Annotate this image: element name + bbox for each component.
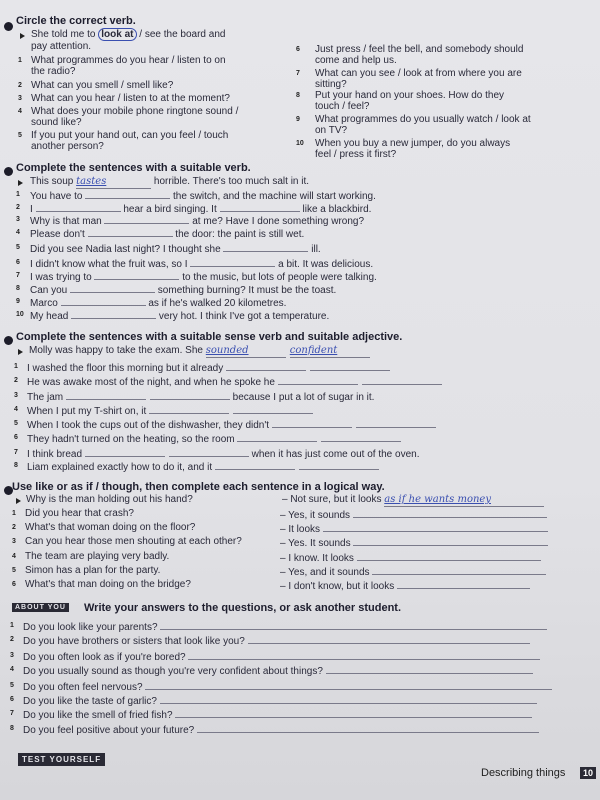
item-number: 9 (296, 116, 300, 123)
item-text: as if he's walked 20 kilometres. (145, 298, 287, 309)
item-text: when it has just come out of the oven. (248, 449, 420, 460)
item-number: 8 (296, 92, 300, 99)
item-text: to the music, but lots of people were talking. (179, 272, 377, 283)
item-text: When I put my T-shirt on, it (27, 406, 150, 417)
answer-blank (323, 522, 548, 532)
item-text: Can you (30, 285, 71, 296)
item-text: What can you hear / listen to at the moment? (31, 93, 230, 104)
item-sentence (27, 447, 419, 461)
item-text: sitting? (315, 79, 347, 90)
item-sentence (30, 227, 304, 241)
answer-blank (188, 650, 540, 660)
item-sentence (27, 418, 436, 432)
section-title: Describing things (481, 767, 566, 779)
item-text: the door: the paint is still wet. (172, 229, 305, 240)
handwritten-answer: tastes (76, 176, 107, 187)
item-text: Do you look like your parents? (23, 622, 161, 633)
item-text: a bit. It was delicious. (275, 259, 374, 270)
ex2-example: This soup tastes horrible. There's too much salt in it. (30, 176, 310, 187)
ex1-heading: Circle the correct verb. (16, 15, 136, 27)
circled-answer: look at (98, 28, 136, 41)
item-text: I washed the floor this morning but it already (27, 363, 226, 374)
item-text: Do you feel positive about your future? (23, 725, 197, 736)
item-number: 2 (14, 377, 18, 384)
handwritten-answer: sounded (205, 345, 249, 356)
answer-blank (278, 375, 358, 385)
item-sentence (30, 270, 377, 284)
exercise-number-badge (4, 167, 13, 176)
item-sentence (27, 404, 313, 418)
item-text: the switch, and the machine will start working. (170, 191, 376, 202)
item-number: 8 (14, 462, 18, 469)
item-text: Did you see Nadia last night? I thought she (30, 244, 224, 255)
answer-blank (223, 242, 308, 252)
ex2-heading: Complete the sentences with a suitable verb. (16, 162, 251, 174)
item-text: If you put your hand out, can you feel / touch (31, 130, 229, 141)
item-number: 2 (18, 82, 22, 89)
answer-blank (197, 723, 539, 733)
item-question (23, 634, 530, 648)
example-marker (18, 349, 23, 355)
ex1-example: She told me to look at / see the board and (31, 29, 226, 40)
exercise-number-badge (4, 22, 13, 31)
item-number: 7 (10, 710, 14, 717)
item-text: Do you have brothers or sisters that look like you? (23, 636, 248, 647)
item-text: another person? (31, 141, 104, 152)
exercise-number-badge (4, 336, 13, 345)
item-sentence (27, 375, 442, 389)
answer-blank (353, 536, 547, 546)
item-text: I (30, 204, 36, 215)
item-text: What can you see / look at from where you are (315, 68, 522, 79)
item-question: The team are playing very badly. (25, 551, 170, 562)
item-text: feel / press it first? (315, 149, 397, 160)
item-number: 6 (296, 46, 300, 53)
item-number: 4 (10, 666, 14, 673)
item-number: 1 (18, 57, 22, 64)
item-text: Marco (30, 298, 61, 309)
item-number: 6 (14, 434, 18, 441)
item-text: When I took the cups out of the dishwasher, they didn't (27, 420, 272, 431)
answer-blank (88, 227, 173, 237)
item-text: Just press / feel the bell, and somebody should (315, 44, 524, 55)
item-text: When you buy a new jumper, do you always (315, 138, 511, 149)
item-text: You have to (30, 191, 86, 202)
example-marker (20, 33, 25, 39)
answer-blank (226, 361, 306, 371)
item-number: 7 (14, 449, 18, 456)
answer-blank (357, 551, 541, 561)
item-text: What can you smell / smell like? (31, 80, 174, 91)
item-text: My head (30, 311, 72, 322)
item-text: – Yes. It sounds (280, 538, 354, 549)
item-number: 10 (296, 140, 304, 147)
answer-blank (149, 404, 229, 414)
about-you-tag: ABOUT YOU (12, 603, 69, 612)
answer-blank (237, 432, 317, 442)
answer-blank (362, 375, 442, 385)
item-number: 3 (18, 95, 22, 102)
item-number: 1 (12, 510, 16, 517)
item-number: 2 (10, 636, 14, 643)
item-number: 4 (16, 229, 20, 236)
item-number: 9 (16, 298, 20, 305)
answer-blank (160, 620, 547, 630)
item-number: 7 (16, 272, 20, 279)
item-text: – It looks (280, 524, 323, 535)
item-text: Do you usually sound as though you're very confident about things? (23, 666, 326, 677)
answer-blank (160, 694, 537, 704)
ex4-example-question: Why is the man holding out his hand? (26, 494, 193, 505)
item-question (23, 620, 547, 634)
answer-blank (397, 579, 530, 589)
item-number: 6 (12, 581, 16, 588)
item-question: Did you hear that crash? (25, 508, 134, 519)
item-answer (280, 579, 530, 593)
ex4-example-answer: – Not sure, but it looks as if he wants money (282, 494, 544, 507)
item-text: I didn't know what the fruit was, so I (30, 259, 191, 270)
answer-blank (71, 309, 156, 319)
item-answer (280, 551, 541, 565)
item-number: 4 (12, 553, 16, 560)
item-sentence (30, 242, 321, 256)
item-question: What's that man doing on the bridge? (25, 579, 191, 590)
answer-blank (248, 634, 530, 644)
item-number: 3 (12, 538, 16, 545)
item-text: touch / feel? (315, 101, 370, 112)
answer-blank (104, 214, 189, 224)
item-text: Why is that man (30, 216, 105, 227)
ex1-example-line2: pay attention. (31, 41, 92, 52)
answer-blank (326, 664, 533, 674)
item-number: 5 (16, 244, 20, 251)
item-number: 3 (10, 652, 14, 659)
item-number: 5 (12, 567, 16, 574)
item-question (23, 723, 539, 737)
answer-blank (233, 404, 313, 414)
item-question (23, 708, 532, 722)
item-sentence (30, 309, 329, 323)
item-text: He was awake most of the night, and when he spoke he (27, 377, 278, 388)
item-text: – Yes, it sounds (280, 510, 353, 521)
item-question: What's that woman doing on the floor? (25, 522, 196, 533)
page-number: 10 (580, 767, 596, 779)
item-text: They hadn't turned on the heating, so the room (27, 434, 238, 445)
item-text: The jam (27, 392, 66, 403)
item-number: 3 (14, 392, 18, 399)
item-number: 10 (16, 311, 24, 318)
item-text: – Yes, and it sounds (280, 567, 373, 578)
item-number: 6 (16, 259, 20, 266)
answer-blank (169, 447, 249, 457)
item-number: 8 (10, 725, 14, 732)
item-sentence (27, 460, 379, 474)
item-text: – I know. It looks (280, 553, 357, 564)
handwritten-answer: as if he wants money (384, 494, 491, 505)
answer-blank (353, 508, 547, 518)
item-sentence (30, 283, 336, 297)
answer-blank (356, 418, 436, 428)
answer-blank (150, 390, 230, 400)
item-text: What programmes do you hear / listen to on (31, 55, 226, 66)
item-number: 1 (10, 622, 14, 629)
item-number: 1 (16, 191, 20, 198)
item-sentence (30, 214, 364, 228)
handwritten-answer: confident (289, 345, 338, 356)
item-text: I was trying to (30, 272, 95, 283)
item-text: something burning? It must be the toast. (155, 285, 337, 296)
answer-blank (272, 418, 352, 428)
answer-blank (175, 708, 532, 718)
answer-blank (310, 361, 390, 371)
answer-blank (145, 680, 552, 690)
item-text: Liam explained exactly how to do it, and it (27, 462, 215, 473)
answer-blank (66, 390, 146, 400)
item-answer (280, 536, 548, 550)
item-text: at me? Have I done something wrong? (189, 216, 365, 227)
item-sentence (30, 296, 286, 310)
item-number: 3 (16, 216, 20, 223)
item-text: come and help us. (315, 55, 397, 66)
item-text: Do you often look as if you're bored? (23, 652, 189, 663)
answer-blank (299, 460, 379, 470)
item-number: 5 (14, 420, 18, 427)
item-number: 2 (16, 204, 20, 211)
test-yourself-tag: TEST YOURSELF (18, 753, 105, 766)
item-number: 1 (14, 363, 18, 370)
item-question: Simon has a plan for the party. (25, 565, 161, 576)
item-question: Can you hear those men shouting at each other? (25, 536, 242, 547)
answer-blank (220, 202, 300, 212)
answer-blank (215, 460, 295, 470)
item-number: 5 (10, 682, 14, 689)
item-text: Do you like the smell of fried fish? (23, 710, 176, 721)
item-number: 6 (10, 696, 14, 703)
answer-blank (190, 257, 275, 267)
answer-blank (85, 447, 165, 457)
answer-blank (372, 565, 546, 575)
item-text: Put your hand on your shoes. How do they (315, 90, 505, 101)
item-number: 5 (18, 132, 22, 139)
item-text: What programmes do you usually watch / look at (315, 114, 531, 125)
ex3-example: Molly was happy to take the exam. She sounded confident (29, 345, 370, 358)
ex3-heading: Complete the sentences with a suitable sense verb and suitable adjective. (16, 331, 403, 343)
answer-blank (85, 189, 170, 199)
item-answer (280, 508, 547, 522)
item-number: 4 (18, 108, 22, 115)
item-number: 2 (12, 524, 16, 531)
item-text: Please don't (30, 229, 88, 240)
item-answer (280, 522, 548, 536)
answer-blank (321, 432, 401, 442)
item-text: ill. (308, 244, 321, 255)
ex4-heading: Use like or as if / though, then complete each sentence in a logical way. (12, 481, 385, 493)
item-sentence (30, 189, 376, 203)
item-question (23, 694, 537, 708)
item-text: I think bread (27, 449, 85, 460)
item-text: because I put a lot of sugar in it. (229, 392, 375, 403)
item-text: very hot. I think I've got a temperature. (156, 311, 330, 322)
example-marker (16, 498, 21, 504)
item-text: Do you often feel nervous? (23, 682, 146, 693)
item-sentence (27, 390, 374, 404)
item-answer (280, 565, 546, 579)
item-text: sound like? (31, 117, 82, 128)
answer-blank (36, 202, 121, 212)
answer-blank (70, 283, 155, 293)
item-sentence (30, 257, 373, 271)
item-text: What does your mobile phone ringtone sound / (31, 106, 239, 117)
answer-blank (61, 296, 146, 306)
item-text: on TV? (315, 125, 348, 136)
item-text: Do you like the taste of garlic? (23, 696, 160, 707)
ex5-heading: Write your answers to the questions, or ask another student. (84, 602, 402, 614)
item-sentence (27, 361, 390, 375)
answer-blank (94, 270, 179, 280)
item-number: 7 (296, 70, 300, 77)
item-number: 8 (16, 285, 20, 292)
item-sentence (27, 432, 401, 446)
item-number: 4 (14, 406, 18, 413)
item-question (23, 650, 540, 664)
item-text: the radio? (31, 66, 76, 77)
item-question (23, 664, 533, 678)
example-marker (18, 180, 23, 186)
item-text: hear a bird singing. It (120, 204, 217, 215)
item-text: like a blackbird. (299, 204, 372, 215)
item-text: – I don't know, but it looks (280, 581, 397, 592)
item-question (23, 680, 552, 694)
